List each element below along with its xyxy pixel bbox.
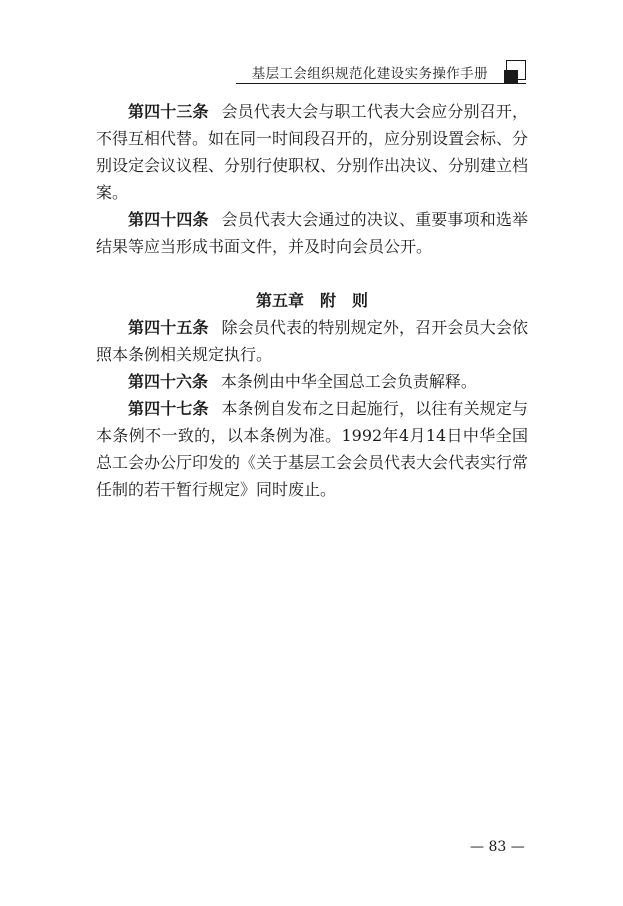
corner-mark-icon <box>502 60 526 84</box>
article-number: 第四十四条 <box>128 210 209 229</box>
article-43 <box>96 98 528 206</box>
article-text: 除会员代表的特别规定外，召开会员大会依照本条例相关规定执行。 <box>96 318 528 364</box>
header-title: 基层工会组织规范化建设实务操作手册 <box>251 66 488 82</box>
article-text: 本条例自发布之日起施行，以往有关规定与本条例不一致的，以本条例为准。1992年4月14日中华全国总工会办公厅印发的《关于基层工会会员代表大会代表实行常任制的若干暂行规定》同时废止。 <box>96 399 529 499</box>
chapter-heading: 第五章 附 则 <box>255 291 368 310</box>
article-44 <box>96 206 528 260</box>
article-46 <box>96 368 528 395</box>
page-number: — 83 — <box>470 839 525 855</box>
running-header <box>236 60 526 84</box>
article-text: 会员代表大会与职工代表大会应分别召开，不得互相代替。如在同一时间段召开的，应分别设置会标、分别设定会议议程、分别行使职权、分别作出决议、分别建立档案。 <box>96 102 529 202</box>
article-text: 本条例由中华全国总工会负责解释。 <box>220 372 477 391</box>
article-number: 第四十三条 <box>128 102 209 121</box>
article-text: 会员代表大会通过的决议、重要事项和选举结果等应当形成书面文件，并及时向会员公开。 <box>96 210 528 256</box>
article-45 <box>96 314 528 368</box>
article-number: 第四十六条 <box>128 372 209 391</box>
header-rule <box>236 83 526 84</box>
article-number: 第四十五条 <box>128 318 209 337</box>
article-number: 第四十七条 <box>128 399 209 418</box>
article-47 <box>96 395 528 503</box>
body-text <box>96 98 528 503</box>
